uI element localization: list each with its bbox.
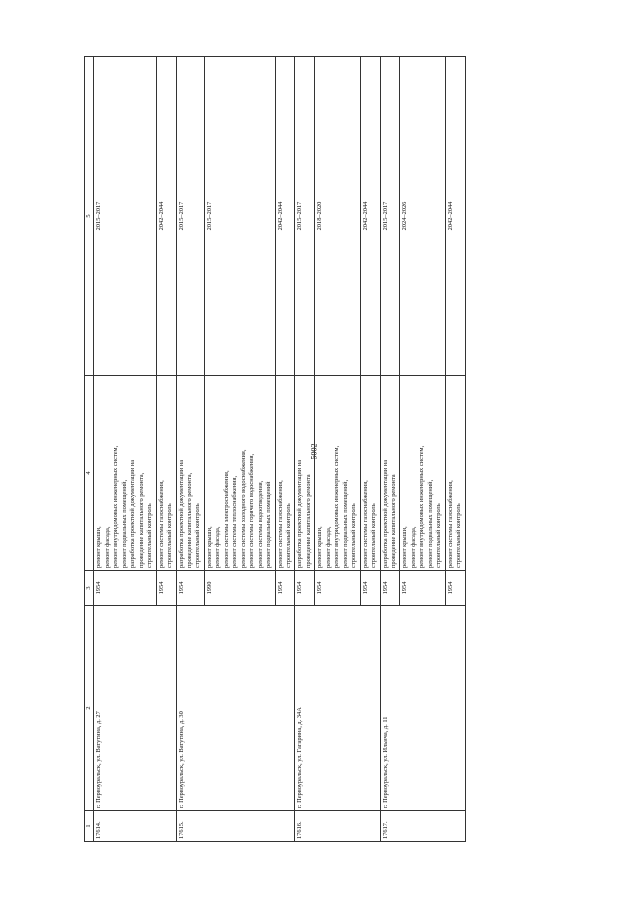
work-item: ремонт фасада, — [214, 526, 222, 568]
header-col-1: 1 — [85, 811, 94, 842]
work-item: проведение капитального ремонта, — [137, 472, 145, 568]
works-cell — [275, 376, 295, 571]
header-col-4: 4 — [85, 376, 94, 571]
year-cell: 1990 — [204, 571, 275, 606]
work-item: ремонт внутридомовых инженерных систем, — [112, 445, 120, 568]
works-cell — [360, 376, 380, 571]
work-item: разработка проектной документации на — [129, 459, 137, 568]
header-row — [85, 57, 94, 842]
repair-schedule-table — [84, 56, 466, 842]
work-item: проведение капитального ремонта — [304, 474, 312, 568]
work-item: строительный контроль — [146, 503, 154, 568]
period-cell: 2042–2044 — [445, 57, 465, 376]
works-cell — [295, 376, 315, 571]
address-cell: г. Первоуральск, ул. Ватутина, д. 27 — [94, 606, 176, 811]
year-cell: 1954 — [445, 571, 465, 606]
rotated-table-container — [84, 82, 594, 842]
work-item: ремонт подвальных помещений, — [426, 479, 434, 568]
period-cell: 2018–2020 — [315, 57, 360, 376]
work-item: ремонт системы теплоснабжения, — [231, 475, 239, 568]
row-number: 17614. — [94, 811, 176, 842]
header-col-3: 3 — [85, 571, 94, 606]
row-number: 17615. — [176, 811, 295, 842]
period-cell: 2015–2017 — [295, 57, 315, 376]
year-cell: 1954 — [315, 571, 360, 606]
works-cell — [204, 376, 275, 571]
table-row — [94, 57, 156, 842]
period-cell: 2042–2044 — [360, 57, 380, 376]
work-item: ремонт системы водоотведения, — [256, 480, 264, 568]
year-cell: 1954 — [400, 571, 445, 606]
address-cell: г. Первоуральск, ул. Ватутина, д. 30 — [176, 606, 295, 811]
header-col-5: 5 — [85, 57, 94, 376]
year-cell: 1954 — [360, 571, 380, 606]
work-item: ремонт крыши, — [205, 526, 213, 568]
work-item: ремонт системы газоснабжения, — [157, 480, 165, 568]
address-cell: г. Первоуральск, ул. Ильича, д. 11 — [380, 606, 465, 811]
works-cell — [94, 376, 156, 571]
header-col-2: 2 — [85, 606, 94, 811]
works-cell — [315, 376, 360, 571]
period-cell: 2024–2026 — [400, 57, 445, 376]
year-cell: 1954 — [295, 571, 315, 606]
table-row — [380, 57, 400, 842]
work-item: разработка проектной документации на — [296, 459, 304, 568]
work-item: строительный контроль — [166, 503, 174, 568]
work-item: ремонт системы холодного водоснабжения, — [239, 449, 247, 568]
work-item: ремонт системы горячего водоснабжения, — [248, 453, 256, 568]
work-item: ремонт фасада, — [409, 526, 417, 568]
period-cell: 2015–2017 — [204, 57, 275, 376]
work-item: строительный контроль — [370, 503, 378, 568]
work-item: ремонт системы газоснабжения, — [446, 480, 454, 568]
work-item: проведение капитального ремонта — [389, 474, 397, 568]
period-cell: 2015–2017 — [176, 57, 204, 376]
year-cell: 1954 — [275, 571, 295, 606]
work-item: ремонт системы газоснабжения, — [276, 480, 284, 568]
work-item: ремонт фасада, — [103, 526, 111, 568]
address-cell: г. Первоуральск, ул. Гагарина, д. 34А — [295, 606, 380, 811]
work-item: проведение капитального ремонта, — [185, 472, 193, 568]
work-item: ремонт подвальных помещений — [265, 481, 273, 568]
table-row — [295, 57, 315, 842]
work-item: ремонт внутридомовых инженерных систем, — [333, 445, 341, 568]
works-cell — [156, 376, 176, 571]
work-item: ремонт крыши, — [316, 526, 324, 568]
year-cell: 1954 — [156, 571, 176, 606]
work-item: строительный контроль — [435, 503, 443, 568]
row-number: 17617. — [380, 811, 465, 842]
row-number: 17616. — [295, 811, 380, 842]
work-item: строительный контроль — [194, 503, 202, 568]
work-item: разработка проектной документации на — [381, 459, 389, 568]
works-cell — [400, 376, 445, 571]
period-cell: 2015–2017 — [380, 57, 400, 376]
work-item: строительный контроль — [284, 503, 292, 568]
work-item: строительный контроль — [350, 503, 358, 568]
year-cell: 1954 — [380, 571, 400, 606]
table-row — [176, 57, 204, 842]
work-item: ремонт системы электроснабжения, — [222, 470, 230, 568]
works-cell — [176, 376, 204, 571]
works-cell — [380, 376, 400, 571]
work-item: ремонт фасада, — [324, 526, 332, 568]
work-item: ремонт системы газоснабжения, — [361, 480, 369, 568]
year-cell: 1954 — [94, 571, 156, 606]
table-body — [94, 57, 465, 842]
work-item: ремонт подвальных помещений, — [341, 479, 349, 568]
work-item: ремонт крыши, — [401, 526, 409, 568]
work-item: ремонт подвальных помещений, — [120, 479, 128, 568]
work-item: разработка проектной документации на — [177, 459, 185, 568]
page-number: 5002 — [309, 443, 319, 460]
work-item: ремонт крыши, — [95, 526, 103, 568]
year-cell: 1954 — [176, 571, 204, 606]
works-cell — [445, 376, 465, 571]
period-cell: 2042–2044 — [275, 57, 295, 376]
work-item: строительный контроль — [455, 503, 463, 568]
work-item: ремонт внутридомовых инженерных систем, — [418, 445, 426, 568]
period-cell: 2042–2044 — [156, 57, 176, 376]
period-cell: 2015–2017 — [94, 57, 156, 376]
